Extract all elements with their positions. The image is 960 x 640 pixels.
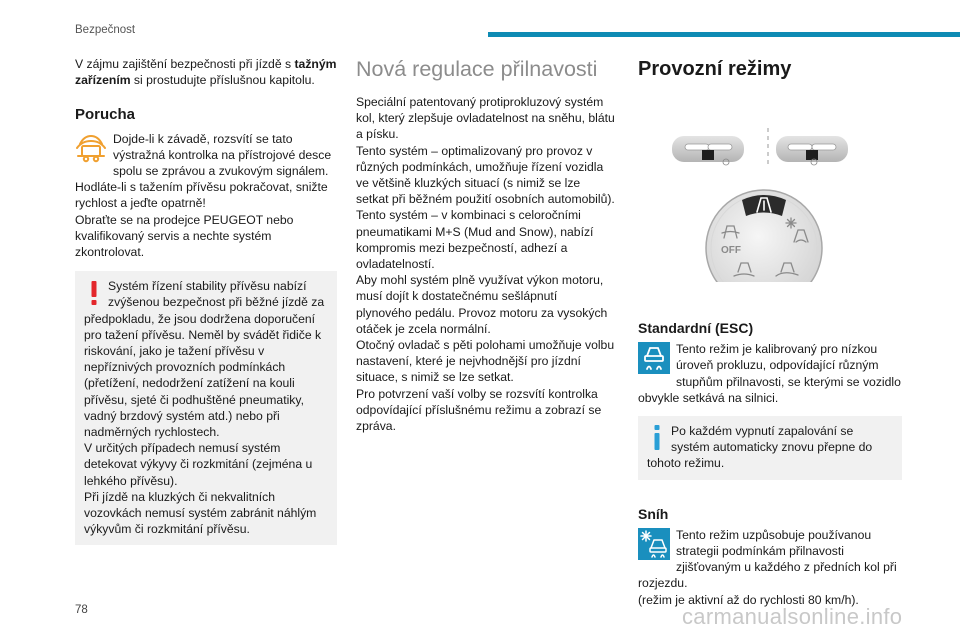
traction-text-4: Aby mohl systém plně využívat výkon motoru, musí dojít k dostatečnému sešlápnutí plynového pedálu. Provoz motoru za vysokých otáček je zcela normální. [356,273,608,336]
traction-text-1: Speciální patentovaný protiprokluzový systém kol, který zlepšuje ovladatelnost na sněhu, blátu a písku. [356,95,615,142]
dial-off-label: OFF [721,245,741,256]
standard-text: Tento režim je kalibrovaný pro nízkou úroveň prokluzu, odpovídající různým stupňům přilnavosti, se kterými se vozidlo obvykle setkává na silnici. [638,342,901,405]
standard-heading: Standardní (ESC) [638,320,754,336]
steering-wheel-icon [776,136,848,165]
intro-bold: tažným zařízením [75,57,337,88]
esc-standard-icon [638,342,670,374]
intro-text: V zájmu zajištění bezpečnosti při jízdě s [75,57,295,71]
section-accent-bar [488,32,960,37]
traction-text-3: Tento systém – v kombinaci s celoročními pneumatikami M+S (Mud and Snow), nabízí kompromis mezi bezpečností, adhezí a ovladatelností. [356,208,594,272]
column-middle [356,56,616,434]
section-title: Bezpečnost [75,24,136,36]
warning-text-2: V určitých případech nemusí systém detekovat výkyvy či rozkmitání (zejména u lehkého přívěsu). [84,441,313,488]
fault-text-2: Hodláte-li s tažením přívěsu pokračovat, snižte rychlost a jeďte opatrně! [75,180,328,211]
warning-box [75,271,337,545]
trailer-warning-icon [75,132,107,164]
watermark: carmanualsonline.info [682,604,903,629]
modes-heading: Provozní režimy [638,58,792,80]
standard-block [638,341,902,406]
mode-selector-figure [638,92,902,282]
info-text: Po každém vypnutí zapalování se systém automaticky znovu přepne do tohoto režimu. [647,424,873,471]
page-number: 78 [75,604,88,616]
traction-text-2: Tento systém – optimalizovaný pro provoz v různých podmínkách, umožňuje řízení vozidla ve většině kluzkých situací (s nimiž se lze setkat při běžném použití osobních automobilů). [356,143,615,207]
info-box [638,416,902,480]
snow-text-2: (režim je aktivní až do rychlosti 80 km/h). [638,592,859,607]
traction-text-6: Pro potvrzení vaší volby se rozsvítí kontrolka odpovídající příslušnému režimu a zobrazí se zpráva. [356,386,602,434]
dial-illustration [638,92,902,282]
intro-text-end: si prostudujte příslušnou kapitolu. [130,73,315,88]
column-right [638,56,902,608]
traction-text-5: Otočný ovladač s pěti polohami umožňuje volbu nastavení, které je nejvhodnější pro jízdní situace, s nimiž se lze setkat. [356,338,615,385]
fault-heading: Porucha [75,106,136,124]
snow-block [638,527,902,608]
snow-mode-icon [638,528,670,560]
fault-text: Dojde-li k závadě, rozsvítí se tato výstražná kontrolka na přístrojové desce spolu se zprávou a zvukovým signálem. [113,131,332,179]
fault-block [75,131,337,261]
intro-paragraph [75,56,337,88]
info-icon [647,424,667,452]
column-left [75,56,337,545]
fault-text-3: Obraťte se na prodejce PEUGEOT nebo kvalifikovaný servis a nechte systém zkontrolovat. [75,212,294,260]
warning-text-1: Systém řízení stability přívěsu nabízí zvýšenou bezpečnost při běžné jízdě za předpokladu, že jsou dodržena doporučení pro tažení přívěsu. Neměl by svádět řidiče k riskování, jako je tažení přívěsu v nepříznivých provozních podmínkách (přetížení, nedodržení zatížení na kouli přívěsu, sjeté či podhuštěné pneumatiky, vadný brzdový systém atd.) nebo při nadměrných rychlostech. [84,279,325,440]
snow-text: Tento režim uzpůsobuje používanou strategii podmínkám přilnavosti zjišťovaným u každého z předních kol při rozjezdu. [638,527,897,591]
steering-wheel-icon [672,136,744,165]
traction-heading: Nová regulace přilnavosti [356,57,598,81]
snow-heading: Sníh [638,505,669,522]
warning-text-3: Při jízdě na kluzkých či nekvalitních vozovkách nemusí systém zabránit náhlým výkyvům či rozkmitání přívěsu. [84,489,317,537]
exclamation-icon [84,279,104,307]
